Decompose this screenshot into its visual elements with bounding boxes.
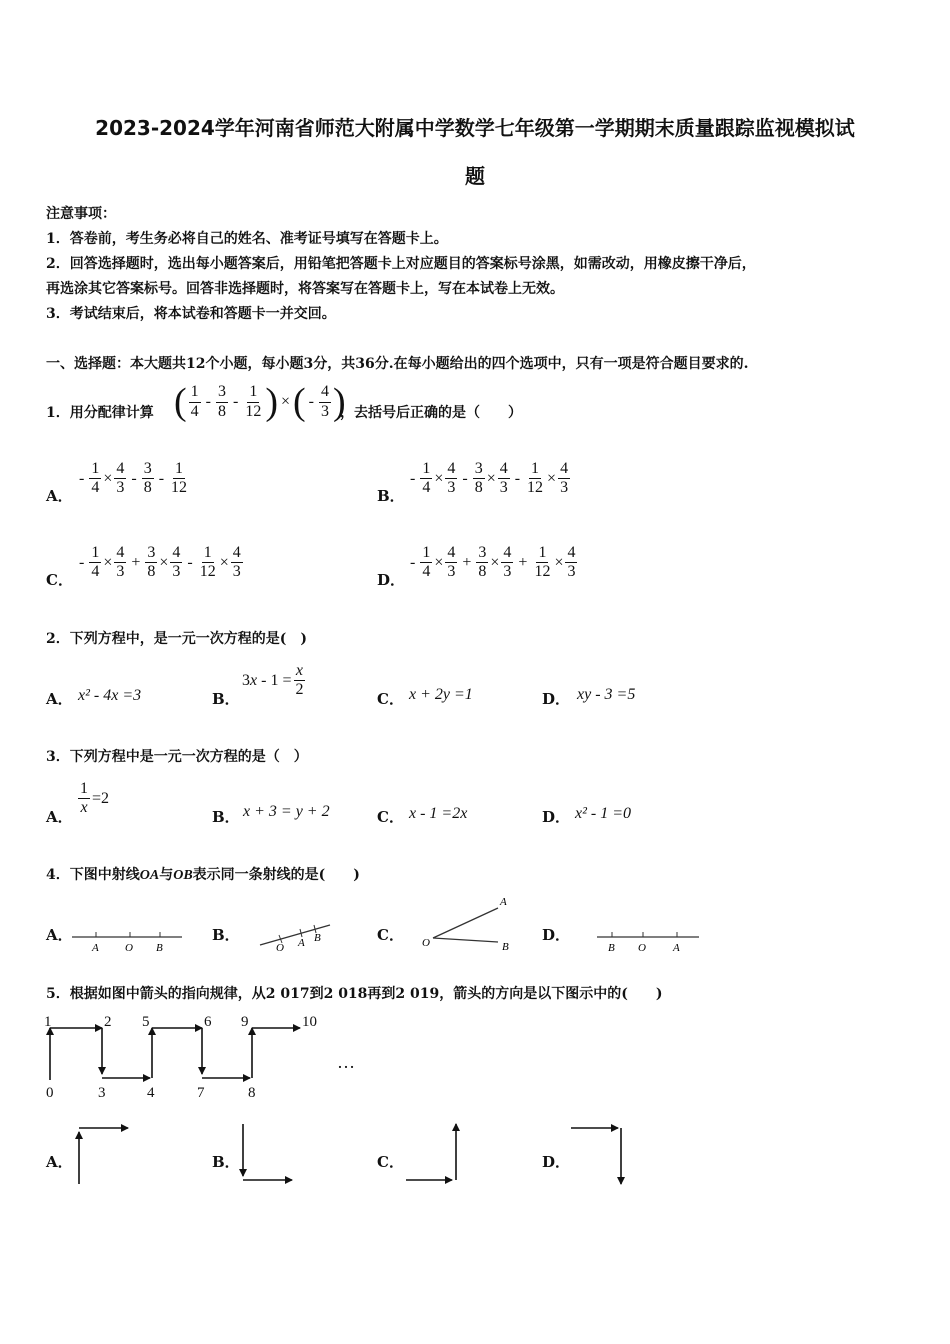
svg-text:6: 6 [204, 1014, 212, 1030]
svg-text:A: A [673, 942, 680, 954]
q1-expression: ( $\frac{1}{4}$ - $\frac{3}{8}$ - $\frac{1}{12}$ ) × ( - $\frac{4}{3}$ ) [174, 381, 346, 423]
svg-text:4: 4 [147, 1085, 155, 1101]
svg-text:O: O [422, 937, 430, 949]
q5-option-b-figure[interactable] [236, 1120, 298, 1188]
svg-text:O: O [276, 942, 284, 953]
svg-text:5: 5 [142, 1014, 150, 1030]
q3-option-b-label[interactable]: B． [212, 808, 240, 826]
svg-text:2: 2 [104, 1014, 112, 1030]
q5-option-c-label[interactable]: C． [377, 1153, 404, 1171]
page-title: 2023-2024学年河南省师范大附属中学数学七年级第一学期期末质量跟踪监视模拟试 [95, 116, 855, 140]
svg-text:8: 8 [248, 1085, 256, 1101]
q4-option-d-figure[interactable] [593, 922, 703, 954]
svg-text:O: O [638, 942, 646, 954]
notice-heading: 注意事项： [46, 206, 116, 222]
q5-option-d-figure[interactable] [568, 1120, 630, 1190]
svg-text:A: A [500, 896, 507, 908]
notice-item: 2．回答选择题时，选出每小题答案后，用铅笔把答题卡上对应题目的答案标号涂黑，如需改动，用橡皮擦干净后， [46, 256, 756, 272]
q2-option-b-label[interactable]: B． [212, 690, 240, 708]
q3-option-c-label[interactable]: C． [377, 808, 404, 826]
svg-text:A: A [298, 937, 305, 949]
svg-text:10: 10 [302, 1014, 317, 1030]
q2-option-c[interactable]: x + 2y =1 [409, 686, 473, 703]
q4-option-b-label[interactable]: B． [212, 926, 240, 944]
q2-option-a[interactable]: x² - 4x =3 [78, 687, 142, 704]
q1-option-b[interactable]: - $\frac{1}{4}$ × $\frac{4}{3}$ - $\frac{3}{8}$ × $\frac{4}{3}$ - $\frac{1}{12}$ × $\frac{4}{3}$ [410, 460, 569, 497]
q1-stem-suffix: ，去括号后正确的是（ ） [340, 405, 522, 421]
q1-option-c[interactable]: - $\frac{1}{4}$ × $\frac{4}{3}$ + $\frac{3}{8}$ × $\frac{4}{3}$ - $\frac{1}{12}$ × $\frac{4}{3}$ [79, 544, 241, 581]
q1-option-d[interactable]: - $\frac{1}{4}$ × $\frac{4}{3}$ + $\frac{3}{8}$ × $\frac{4}{3}$ + $\frac{1}{12}$ × $\frac{4}{3}$ [410, 544, 576, 581]
q3-option-a[interactable]: $\frac{1}{x}$ =2 [80, 780, 110, 817]
q1-stem-prefix: 1．用分配律计算 [46, 405, 154, 421]
q1-option-b-label[interactable]: B． [377, 487, 405, 505]
q5-option-b-label[interactable]: B． [212, 1153, 240, 1171]
q4-option-a-figure[interactable] [70, 922, 185, 954]
q5-ellipsis: … [337, 1052, 355, 1072]
svg-text:B: B [314, 932, 321, 944]
q4-option-a-label[interactable]: A． [46, 926, 73, 944]
section-heading: 一、选择题：本大题共12个小题，每小题3分，共36分.在每小题给出的四个选项中，只有一项是符合题目要求的. [46, 356, 749, 372]
q5-stem: 5．根据如图中箭头的指向规律，从2 017到2 018再到2 019，箭头的方向是以下图示中的( ) [46, 986, 663, 1002]
q5-arrow-pattern-figure [38, 1008, 338, 1103]
q3-option-a-label[interactable]: A． [46, 808, 73, 826]
q5-option-a-figure[interactable] [70, 1118, 136, 1190]
q2-stem: 2．下列方程中，是一元一次方程的是( ) [46, 631, 307, 647]
q2-option-d-label[interactable]: D． [542, 690, 571, 708]
svg-text:B: B [608, 942, 615, 954]
svg-text:1: 1 [44, 1014, 52, 1030]
q4-option-c-figure[interactable] [420, 892, 520, 954]
svg-text:0: 0 [46, 1085, 54, 1101]
svg-text:7: 7 [197, 1085, 205, 1101]
q1-option-a-label[interactable]: A． [46, 487, 73, 505]
q1-option-d-label[interactable]: D． [377, 571, 406, 589]
svg-text:3: 3 [98, 1085, 106, 1101]
page-title-continued: 题 [465, 164, 485, 188]
svg-text:B: B [502, 941, 509, 953]
q2-option-d[interactable]: xy - 3 =5 [577, 686, 636, 703]
q4-stem: 4．下图中射线OA与OB表示同一条射线的是( ) [46, 867, 360, 883]
q3-option-c[interactable]: x - 1 =2x [409, 805, 468, 822]
q2-option-c-label[interactable]: C． [377, 690, 404, 708]
notice-item: 再选涂其它答案标号。回答非选择题时，将答案写在答题卡上，写在本试卷上无效。 [46, 281, 564, 297]
q3-stem: 3．下列方程中是一元一次方程的是（ ） [46, 749, 308, 765]
q3-option-d-label[interactable]: D． [542, 808, 571, 826]
q1-option-c-label[interactable]: C． [46, 571, 73, 589]
q3-option-b[interactable]: x + 3 = y + 2 [243, 803, 330, 820]
q4-option-b-figure[interactable] [256, 915, 336, 953]
q3-option-d[interactable]: x² - 1 =0 [575, 805, 632, 822]
q4-option-d-label[interactable]: D． [542, 926, 571, 944]
q1-option-a[interactable]: - $\frac{1}{4}$ × $\frac{4}{3}$ - $\frac{3}{8}$ - $\frac{1}{12}$ [79, 460, 188, 497]
notice-item: 3．考试结束后，将本试卷和答题卡一并交回。 [46, 306, 336, 322]
q4-option-c-label[interactable]: C． [377, 926, 404, 944]
notice-item: 1．答卷前，考生务必将自己的姓名、准考证号填写在答题卡上。 [46, 231, 448, 247]
q5-option-c-figure[interactable] [402, 1118, 464, 1188]
svg-text:B: B [156, 942, 163, 954]
q5-option-d-label[interactable]: D． [542, 1153, 571, 1171]
q5-option-a-label[interactable]: A． [46, 1153, 73, 1171]
q2-option-b[interactable]: 3x - 1 = $\frac{x}{2}$ [242, 662, 304, 699]
svg-text:9: 9 [241, 1014, 249, 1030]
svg-text:A: A [92, 942, 99, 954]
q2-option-a-label[interactable]: A． [46, 690, 73, 708]
svg-text:O: O [125, 942, 133, 954]
